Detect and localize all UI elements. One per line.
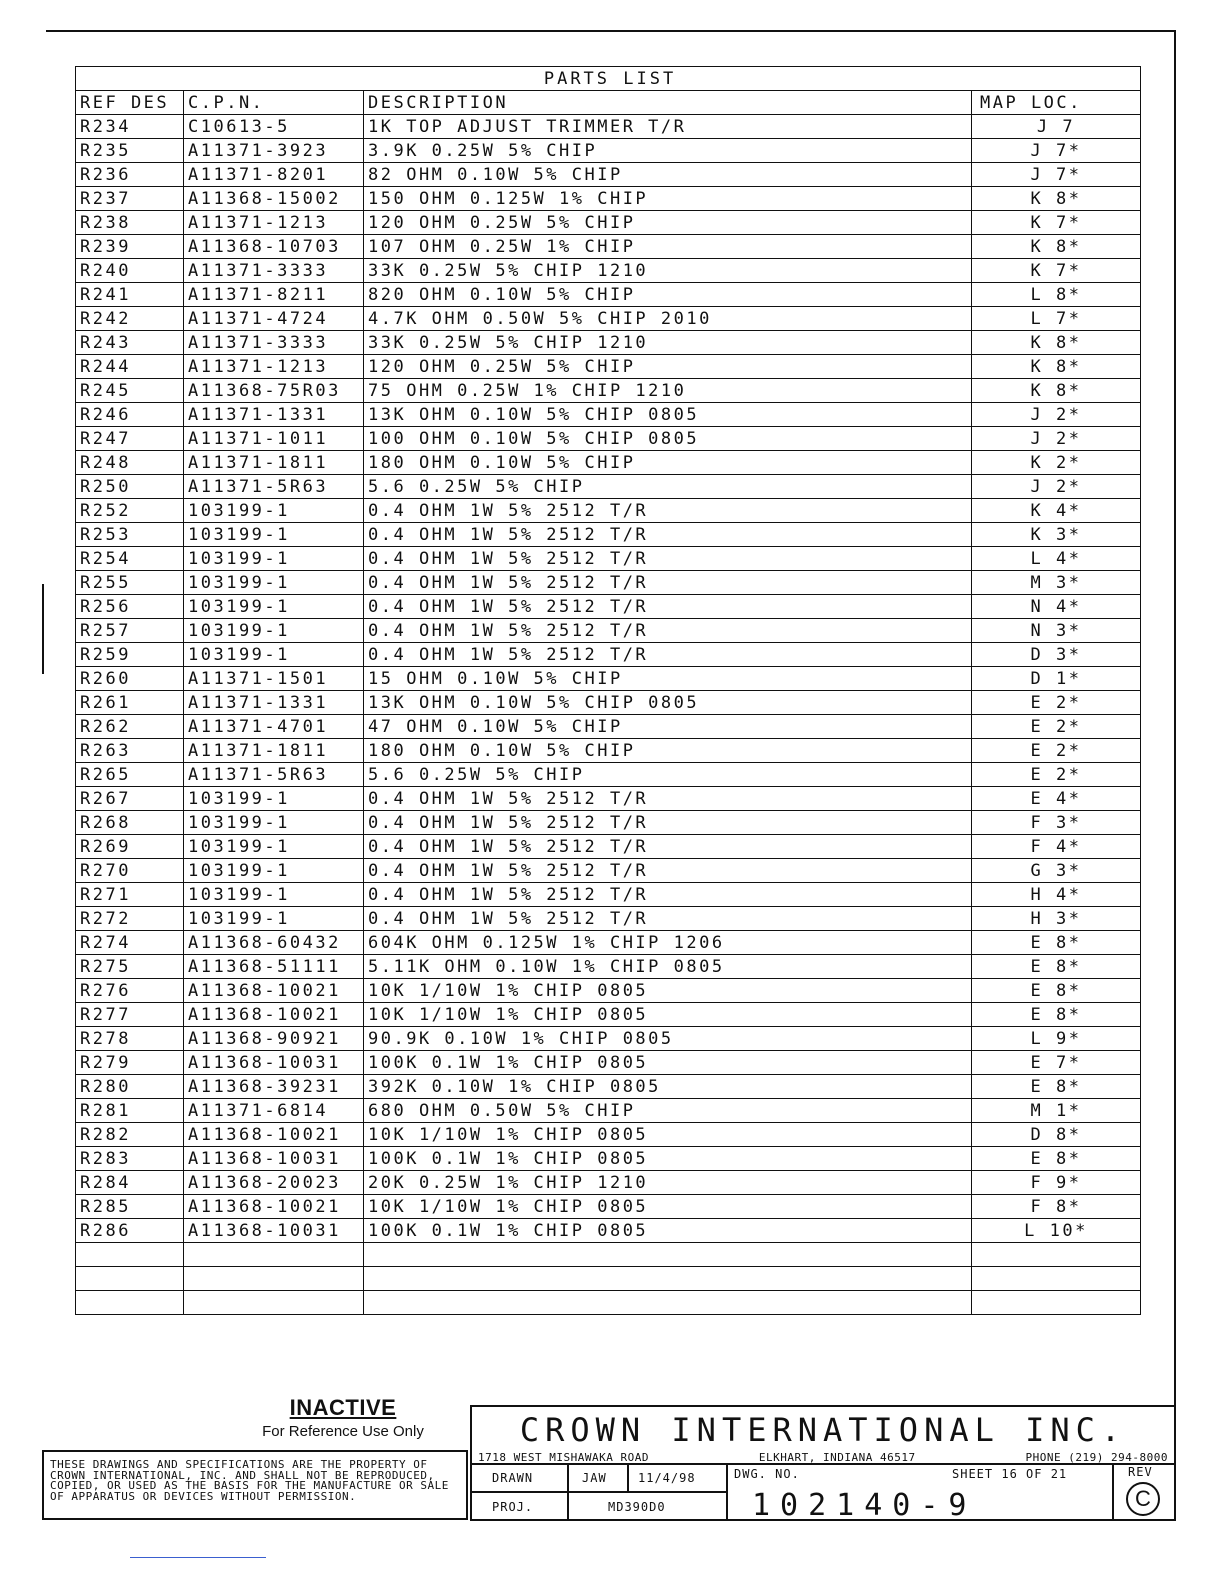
ref-des-cell: R265	[76, 763, 184, 787]
description-cell: 604K OHM 0.125W 1% CHIP 1206	[364, 931, 972, 955]
empty-cell	[972, 1291, 1141, 1315]
cpn-cell: A11368-10031	[184, 1147, 364, 1171]
map-loc-cell: K 8*	[972, 379, 1141, 403]
description-cell: 20K 0.25W 1% CHIP 1210	[364, 1171, 972, 1195]
map-loc-cell: K 8*	[972, 355, 1141, 379]
ref-des-cell: R278	[76, 1027, 184, 1051]
map-loc-cell: L 8*	[972, 283, 1141, 307]
description-cell: 180 OHM 0.10W 5% CHIP	[364, 739, 972, 763]
description-cell: 10K 1/10W 1% CHIP 0805	[364, 979, 972, 1003]
phone-number: PHONE (219) 294-8000	[1025, 1451, 1168, 1464]
ref-des-cell: R246	[76, 403, 184, 427]
cpn-cell: 103199-1	[184, 835, 364, 859]
ref-des-cell: R263	[76, 739, 184, 763]
cpn-cell: 103199-1	[184, 883, 364, 907]
ref-des-cell: R241	[76, 283, 184, 307]
table-row	[76, 835, 1141, 859]
table-row	[76, 931, 1141, 955]
map-loc-cell: E 8*	[972, 979, 1141, 1003]
map-loc-cell: H 3*	[972, 907, 1141, 931]
titleblock-divider-lower	[472, 1491, 728, 1493]
cpn-cell: A11371-1331	[184, 691, 364, 715]
map-loc-cell: E 8*	[972, 931, 1141, 955]
ref-des-cell: R279	[76, 1051, 184, 1075]
company-name: CROWN INTERNATIONAL INC.	[519, 1411, 1127, 1449]
dwg-no-label: DWG. NO.	[734, 1467, 800, 1481]
description-cell: 100K 0.1W 1% CHIP 0805	[364, 1219, 972, 1243]
drawn-by: JAW	[582, 1471, 607, 1485]
ref-des-cell: R259	[76, 643, 184, 667]
description-cell: 0.4 OHM 1W 5% 2512 T/R	[364, 835, 972, 859]
empty-cell	[184, 1291, 364, 1315]
cpn-cell: 103199-1	[184, 643, 364, 667]
cpn-cell: A11371-4701	[184, 715, 364, 739]
cpn-cell: A11371-6814	[184, 1099, 364, 1123]
description-cell: 0.4 OHM 1W 5% 2512 T/R	[364, 787, 972, 811]
ref-des-cell: R281	[76, 1099, 184, 1123]
ref-des-cell: R269	[76, 835, 184, 859]
reference-label: For Reference Use Only	[262, 1423, 424, 1440]
ref-des-cell: R261	[76, 691, 184, 715]
ref-des-cell: R253	[76, 523, 184, 547]
table-row	[76, 715, 1141, 739]
description-cell: 47 OHM 0.10W 5% CHIP	[364, 715, 972, 739]
table-row	[76, 283, 1141, 307]
ref-des-cell: R257	[76, 619, 184, 643]
table-row	[76, 907, 1141, 931]
map-loc-cell: J 7	[972, 115, 1141, 139]
ref-des-cell: R271	[76, 883, 184, 907]
cpn-cell: A11371-8201	[184, 163, 364, 187]
table-row	[76, 763, 1141, 787]
header-map-loc: MAP LOC.	[972, 91, 1141, 115]
ref-des-cell: R280	[76, 1075, 184, 1099]
cpn-cell: 103199-1	[184, 523, 364, 547]
cpn-cell: A11371-1501	[184, 667, 364, 691]
description-cell: 680 OHM 0.50W 5% CHIP	[364, 1099, 972, 1123]
cpn-cell: 103199-1	[184, 787, 364, 811]
map-loc-cell: K 2*	[972, 451, 1141, 475]
cpn-cell: A11371-1331	[184, 403, 364, 427]
table-row	[76, 571, 1141, 595]
map-loc-cell: D 1*	[972, 667, 1141, 691]
ref-des-cell: R244	[76, 355, 184, 379]
map-loc-cell: N 4*	[972, 595, 1141, 619]
cpn-cell: A11368-10021	[184, 1003, 364, 1027]
ref-des-cell: R238	[76, 211, 184, 235]
cpn-cell: A11371-4724	[184, 307, 364, 331]
cpn-cell: A11368-51111	[184, 955, 364, 979]
table-row	[76, 211, 1141, 235]
cpn-cell: 103199-1	[184, 499, 364, 523]
map-loc-cell: L 9*	[972, 1027, 1141, 1051]
table-row	[76, 259, 1141, 283]
map-loc-cell: M 1*	[972, 1099, 1141, 1123]
map-loc-cell: G 3*	[972, 859, 1141, 883]
ref-des-cell: R243	[76, 331, 184, 355]
cpn-cell: A11371-1811	[184, 451, 364, 475]
table-row	[76, 619, 1141, 643]
map-loc-cell: E 2*	[972, 739, 1141, 763]
table-row	[76, 1195, 1141, 1219]
description-cell: 75 OHM 0.25W 1% CHIP 1210	[364, 379, 972, 403]
table-row	[76, 1123, 1141, 1147]
description-cell: 0.4 OHM 1W 5% 2512 T/R	[364, 883, 972, 907]
table-row	[76, 187, 1141, 211]
titleblock-vline	[567, 1463, 569, 1493]
table-row	[76, 1051, 1141, 1075]
ref-des-cell: R276	[76, 979, 184, 1003]
ref-des-cell: R283	[76, 1147, 184, 1171]
cpn-cell: A11368-39231	[184, 1075, 364, 1099]
description-cell: 5.6 0.25W 5% CHIP	[364, 475, 972, 499]
drawing-number: 102140-9	[752, 1488, 977, 1523]
description-cell: 107 OHM 0.25W 1% CHIP	[364, 235, 972, 259]
ref-des-cell: R272	[76, 907, 184, 931]
map-loc-cell: N 3*	[972, 619, 1141, 643]
map-loc-cell: K 8*	[972, 331, 1141, 355]
description-cell: 100K 0.1W 1% CHIP 0805	[364, 1147, 972, 1171]
cpn-cell: 103199-1	[184, 547, 364, 571]
table-row	[76, 883, 1141, 907]
table-row	[76, 1075, 1141, 1099]
map-loc-cell: F 4*	[972, 835, 1141, 859]
empty-cell	[184, 1267, 364, 1291]
map-loc-cell: J 7*	[972, 139, 1141, 163]
map-loc-cell: H 4*	[972, 883, 1141, 907]
cpn-cell: A11368-10021	[184, 979, 364, 1003]
ref-des-cell: R250	[76, 475, 184, 499]
table-row	[76, 379, 1141, 403]
cpn-cell: 103199-1	[184, 811, 364, 835]
description-cell: 820 OHM 0.10W 5% CHIP	[364, 283, 972, 307]
parts-list-table	[75, 66, 1141, 1315]
empty-row	[76, 1243, 1141, 1267]
table-row	[76, 691, 1141, 715]
map-loc-cell: K 7*	[972, 259, 1141, 283]
description-cell: 0.4 OHM 1W 5% 2512 T/R	[364, 523, 972, 547]
blue-margin-line	[130, 1557, 266, 1558]
cpn-cell: A11368-20023	[184, 1171, 364, 1195]
cpn-cell: A11368-10031	[184, 1219, 364, 1243]
ref-des-cell: R255	[76, 571, 184, 595]
table-row	[76, 739, 1141, 763]
map-loc-cell: J 2*	[972, 475, 1141, 499]
table-row	[76, 1171, 1141, 1195]
description-cell: 4.7K OHM 0.50W 5% CHIP 2010	[364, 307, 972, 331]
table-row	[76, 1147, 1141, 1171]
table-row	[76, 427, 1141, 451]
description-cell: 0.4 OHM 1W 5% 2512 T/R	[364, 595, 972, 619]
cpn-cell: A11371-1011	[184, 427, 364, 451]
description-cell: 1K TOP ADJUST TRIMMER T/R	[364, 115, 972, 139]
cpn-cell: A11368-15002	[184, 187, 364, 211]
ref-des-cell: R254	[76, 547, 184, 571]
street-address: 1718 WEST MISHAWAKA ROAD	[478, 1451, 649, 1464]
map-loc-cell: F 3*	[972, 811, 1141, 835]
margin-mark	[42, 584, 44, 674]
table-row	[76, 307, 1141, 331]
cpn-cell: A11368-90921	[184, 1027, 364, 1051]
map-loc-cell: D 3*	[972, 643, 1141, 667]
inactive-label: INACTIVE	[289, 1395, 397, 1420]
frame-top-border	[46, 30, 1176, 32]
inactive-stamp	[258, 1395, 428, 1440]
ref-des-cell: R275	[76, 955, 184, 979]
ref-des-cell: R260	[76, 667, 184, 691]
table-row	[76, 331, 1141, 355]
table-row	[76, 163, 1141, 187]
ref-des-cell: R237	[76, 187, 184, 211]
map-loc-cell: K 3*	[972, 523, 1141, 547]
empty-cell	[76, 1291, 184, 1315]
empty-cell	[972, 1243, 1141, 1267]
description-cell: 0.4 OHM 1W 5% 2512 T/R	[364, 907, 972, 931]
drawn-label: DRAWN	[492, 1471, 534, 1485]
drawn-date: 11/4/98	[638, 1471, 696, 1485]
table-row	[76, 859, 1141, 883]
titleblock-vline	[627, 1463, 629, 1493]
table-row	[76, 115, 1141, 139]
table-row	[76, 1003, 1141, 1027]
cpn-cell: A11368-75R03	[184, 379, 364, 403]
titleblock-vline	[726, 1463, 728, 1521]
parts-list-title: PARTS LIST	[76, 67, 1141, 91]
cpn-cell: 103199-1	[184, 859, 364, 883]
description-cell: 0.4 OHM 1W 5% 2512 T/R	[364, 619, 972, 643]
ref-des-cell: R239	[76, 235, 184, 259]
cpn-cell: C10613-5	[184, 115, 364, 139]
description-cell: 100 OHM 0.10W 5% CHIP 0805	[364, 427, 972, 451]
description-cell: 5.11K OHM 0.10W 1% CHIP 0805	[364, 955, 972, 979]
ref-des-cell: R270	[76, 859, 184, 883]
cpn-cell: A11371-5R63	[184, 475, 364, 499]
ref-des-cell: R282	[76, 1123, 184, 1147]
table-row	[76, 499, 1141, 523]
table-row	[76, 547, 1141, 571]
header-cpn: C.P.N.	[184, 91, 364, 115]
description-cell: 120 OHM 0.25W 5% CHIP	[364, 355, 972, 379]
ref-des-cell: R274	[76, 931, 184, 955]
description-cell: 33K 0.25W 5% CHIP 1210	[364, 259, 972, 283]
empty-cell	[184, 1243, 364, 1267]
city-address: ELKHART, INDIANA 46517	[758, 1451, 916, 1464]
map-loc-cell: F 8*	[972, 1195, 1141, 1219]
cpn-cell: A11371-1213	[184, 211, 364, 235]
ref-des-cell: R235	[76, 139, 184, 163]
map-loc-cell: M 3*	[972, 571, 1141, 595]
table-row	[76, 403, 1141, 427]
table-row	[76, 355, 1141, 379]
cpn-cell: A11368-10021	[184, 1195, 364, 1219]
table-row	[76, 1219, 1141, 1243]
revision-letter: C	[1126, 1482, 1160, 1516]
empty-cell	[364, 1291, 972, 1315]
map-loc-cell: K 7*	[972, 211, 1141, 235]
parts-list-body	[76, 115, 1141, 1315]
ref-des-cell: R245	[76, 379, 184, 403]
map-loc-cell: L 7*	[972, 307, 1141, 331]
map-loc-cell: D 8*	[972, 1123, 1141, 1147]
description-cell: 0.4 OHM 1W 5% 2512 T/R	[364, 571, 972, 595]
description-cell: 0.4 OHM 1W 5% 2512 T/R	[364, 643, 972, 667]
table-row	[76, 979, 1141, 1003]
map-loc-cell: K 4*	[972, 499, 1141, 523]
empty-row	[76, 1267, 1141, 1291]
map-loc-cell: J 2*	[972, 427, 1141, 451]
ref-des-cell: R285	[76, 1195, 184, 1219]
description-cell: 0.4 OHM 1W 5% 2512 T/R	[364, 499, 972, 523]
empty-cell	[76, 1267, 184, 1291]
description-cell: 13K OHM 0.10W 5% CHIP 0805	[364, 691, 972, 715]
cpn-cell: A11368-10031	[184, 1051, 364, 1075]
ref-des-cell: R252	[76, 499, 184, 523]
table-row	[76, 955, 1141, 979]
table-row	[76, 643, 1141, 667]
map-loc-cell: K 8*	[972, 187, 1141, 211]
cpn-cell: A11371-3333	[184, 259, 364, 283]
cpn-cell: A11368-10703	[184, 235, 364, 259]
header-description: DESCRIPTION	[364, 91, 972, 115]
cpn-cell: 103199-1	[184, 571, 364, 595]
cpn-cell: 103199-1	[184, 619, 364, 643]
map-loc-cell: J 7*	[972, 163, 1141, 187]
description-cell: 0.4 OHM 1W 5% 2512 T/R	[364, 859, 972, 883]
map-loc-cell: E 2*	[972, 691, 1141, 715]
frame-right-border	[1174, 30, 1176, 1520]
description-cell: 13K OHM 0.10W 5% CHIP 0805	[364, 403, 972, 427]
proprietary-notice: THESE DRAWINGS AND SPECIFICATIONS ARE THE PROPERTY OF CROWN INTERNATIONAL, INC. AND SHALL NOT BE REPRODUCED, COPIED, OR USED AS THE BASIS FOR THE MANUFACTURE OR SALE OF APPARATUS OR DEVICES WITHOUT PERMISSION.	[42, 1450, 468, 1520]
ref-des-cell: R234	[76, 115, 184, 139]
cpn-cell: A11371-3333	[184, 331, 364, 355]
table-row	[76, 523, 1141, 547]
map-loc-cell: E 8*	[972, 955, 1141, 979]
empty-cell	[76, 1243, 184, 1267]
titleblock-vline	[1112, 1463, 1114, 1521]
ref-des-cell: R247	[76, 427, 184, 451]
description-cell: 3.9K 0.25W 5% CHIP	[364, 139, 972, 163]
ref-des-cell: R286	[76, 1219, 184, 1243]
table-row	[76, 667, 1141, 691]
cpn-cell: A11371-1213	[184, 355, 364, 379]
header-ref-des: REF DES	[76, 91, 184, 115]
cpn-cell: A11371-5R63	[184, 763, 364, 787]
description-cell: 10K 1/10W 1% CHIP 0805	[364, 1123, 972, 1147]
description-cell: 10K 1/10W 1% CHIP 0805	[364, 1003, 972, 1027]
description-cell: 150 OHM 0.125W 1% CHIP	[364, 187, 972, 211]
description-cell: 5.6 0.25W 5% CHIP	[364, 763, 972, 787]
table-row	[76, 811, 1141, 835]
table-row	[76, 1027, 1141, 1051]
cpn-cell: 103199-1	[184, 907, 364, 931]
map-loc-cell: L 10*	[972, 1219, 1141, 1243]
map-loc-cell: K 8*	[972, 235, 1141, 259]
map-loc-cell: J 2*	[972, 403, 1141, 427]
sheet-number: SHEET 16 OF 21	[952, 1467, 1068, 1481]
map-loc-cell: E 2*	[972, 763, 1141, 787]
ref-des-cell: R277	[76, 1003, 184, 1027]
map-loc-cell: E 8*	[972, 1003, 1141, 1027]
cpn-cell: A11371-1811	[184, 739, 364, 763]
table-row	[76, 139, 1141, 163]
empty-cell	[972, 1267, 1141, 1291]
ref-des-cell: R256	[76, 595, 184, 619]
ref-des-cell: R248	[76, 451, 184, 475]
ref-des-cell: R262	[76, 715, 184, 739]
cpn-cell: A11368-10021	[184, 1123, 364, 1147]
table-row	[76, 235, 1141, 259]
ref-des-cell: R242	[76, 307, 184, 331]
empty-row	[76, 1291, 1141, 1315]
rev-label: REV	[1128, 1465, 1153, 1479]
empty-cell	[364, 1243, 972, 1267]
ref-des-cell: R267	[76, 787, 184, 811]
cpn-cell: A11371-3923	[184, 139, 364, 163]
description-cell: 15 OHM 0.10W 5% CHIP	[364, 667, 972, 691]
titleblock-divider	[472, 1463, 1174, 1465]
proj-label: PROJ.	[492, 1500, 534, 1514]
description-cell: 0.4 OHM 1W 5% 2512 T/R	[364, 547, 972, 571]
cpn-cell: 103199-1	[184, 595, 364, 619]
empty-cell	[364, 1267, 972, 1291]
table-row	[76, 787, 1141, 811]
map-loc-cell: E 8*	[972, 1075, 1141, 1099]
ref-des-cell: R268	[76, 811, 184, 835]
ref-des-cell: R284	[76, 1171, 184, 1195]
cpn-cell: A11371-8211	[184, 283, 364, 307]
map-loc-cell: F 9*	[972, 1171, 1141, 1195]
description-cell: 82 OHM 0.10W 5% CHIP	[364, 163, 972, 187]
titleblock-vline	[567, 1491, 569, 1521]
table-row	[76, 451, 1141, 475]
table-row	[76, 1099, 1141, 1123]
table-row	[76, 595, 1141, 619]
description-cell: 120 OHM 0.25W 5% CHIP	[364, 211, 972, 235]
description-cell: 0.4 OHM 1W 5% 2512 T/R	[364, 811, 972, 835]
proj-value: MD390D0	[608, 1500, 666, 1514]
description-cell: 33K 0.25W 5% CHIP 1210	[364, 331, 972, 355]
map-loc-cell: E 4*	[972, 787, 1141, 811]
description-cell: 180 OHM 0.10W 5% CHIP	[364, 451, 972, 475]
description-cell: 392K 0.10W 1% CHIP 0805	[364, 1075, 972, 1099]
ref-des-cell: R236	[76, 163, 184, 187]
ref-des-cell: R240	[76, 259, 184, 283]
map-loc-cell: E 7*	[972, 1051, 1141, 1075]
description-cell: 100K 0.1W 1% CHIP 0805	[364, 1051, 972, 1075]
map-loc-cell: L 4*	[972, 547, 1141, 571]
description-cell: 10K 1/10W 1% CHIP 0805	[364, 1195, 972, 1219]
description-cell: 90.9K 0.10W 1% CHIP 0805	[364, 1027, 972, 1051]
cpn-cell: A11368-60432	[184, 931, 364, 955]
table-row	[76, 475, 1141, 499]
map-loc-cell: E 8*	[972, 1147, 1141, 1171]
map-loc-cell: E 2*	[972, 715, 1141, 739]
